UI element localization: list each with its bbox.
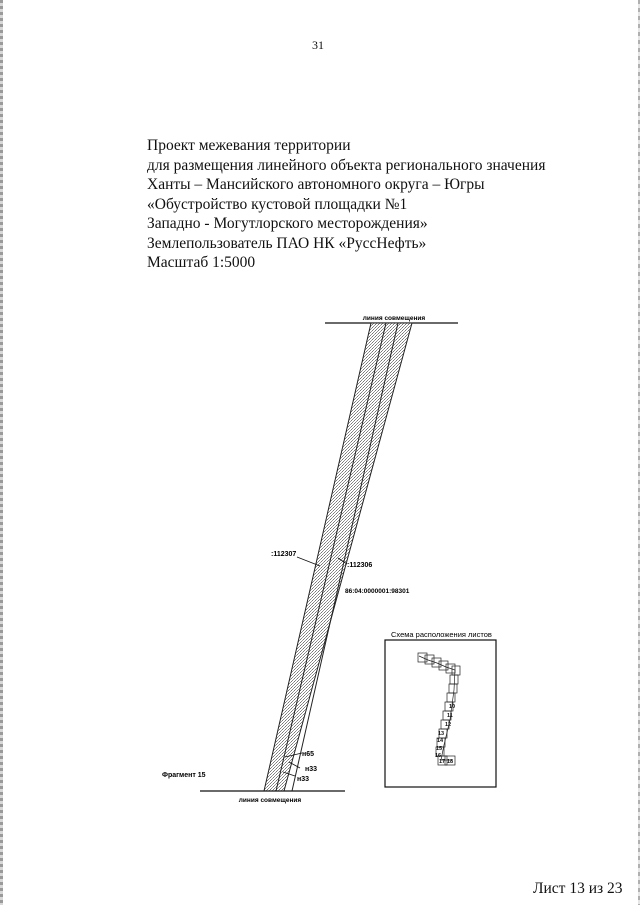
top-alignment-label: линия совмещения	[362, 315, 426, 322]
sheet-scheme-title: Схема расположения листов	[391, 630, 492, 639]
title-line-4: «Обустройство кустовой площадки №1	[147, 195, 408, 213]
title-line-2: для размещения линейного объекта регионального значения	[147, 156, 546, 174]
strip-inner-line-2	[292, 323, 398, 791]
title-line-7-scale: Масштаб 1:5000	[147, 254, 256, 271]
sheet-label-14: 14	[437, 738, 444, 744]
sheet-label-15: 15	[436, 746, 443, 752]
sheet-label-11: 11	[447, 713, 453, 719]
sheet-label-18: 18	[447, 759, 454, 765]
bottom-alignment-label: линия совмещения	[238, 797, 302, 804]
page-number: 31	[312, 38, 324, 52]
parcel-right-label: :112306	[347, 562, 373, 569]
title-line-6: Землепользователь ПАО НК «РуссНефть»	[147, 234, 427, 252]
title-line-5: Западно - Могутлорского месторождения»	[147, 215, 428, 232]
sheet-footer: Лист 13 из 23	[533, 880, 623, 897]
title-line-1: Проект межевания территории	[147, 137, 351, 154]
point-n33a-label: н33	[305, 766, 318, 773]
sheet-label-17: 17	[439, 759, 446, 765]
sheet-label-12: 12	[445, 722, 452, 728]
sheet-label-10: 10	[449, 704, 456, 710]
point-n33b-label: н33	[297, 776, 310, 783]
cadastral-number-label: 86:04:0000001:98301	[345, 588, 410, 595]
sheet-label-13: 13	[438, 731, 445, 737]
title-line-3: Ханты – Мансийского автономного округа – Югры	[147, 176, 485, 193]
point-n65-label: н65	[302, 751, 315, 758]
parcel-left-label: :112307	[271, 551, 297, 558]
fragment-label: Фрагмент 15	[162, 772, 206, 779]
sheet-label-16: 16	[435, 753, 442, 759]
